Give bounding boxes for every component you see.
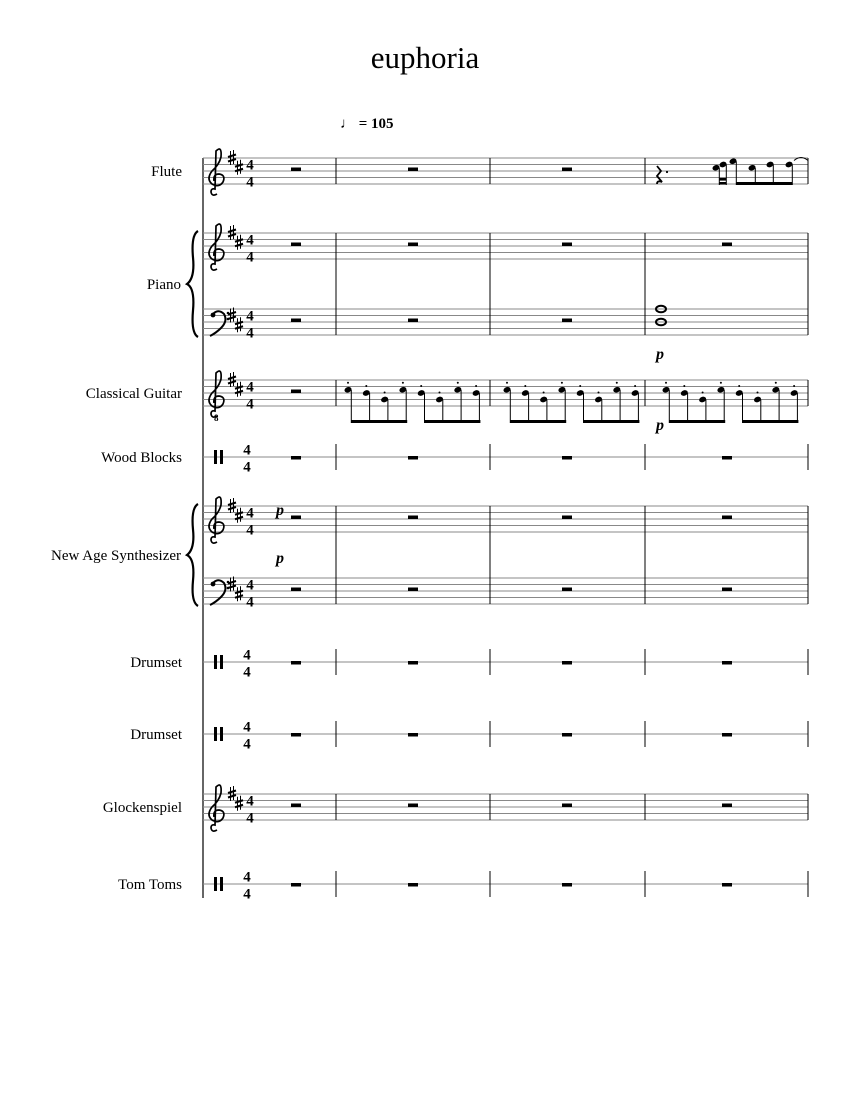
staccato-dot: [420, 385, 422, 387]
measure-rest: [408, 243, 418, 247]
time-signature-numerator: 4: [243, 442, 251, 459]
treble-clef-icon: [209, 371, 224, 417]
treble-clef-icon: [209, 785, 224, 831]
staccato-dot: [793, 385, 795, 387]
time-signature-numerator: 4: [246, 308, 254, 325]
measure-rest: [562, 516, 572, 520]
staccato-dot: [439, 392, 441, 394]
measure-rest: [562, 733, 572, 737]
treble-clef-icon: [209, 497, 224, 543]
measure-rest: [291, 243, 301, 247]
sharp-icon: [238, 508, 241, 523]
beam: [719, 182, 726, 185]
measure-rest: [408, 588, 418, 592]
measure-rest: [722, 516, 732, 520]
sharp-icon: [235, 239, 243, 246]
time-signature-denominator: 4: [246, 810, 254, 827]
instrument-label-flute: Flute: [151, 164, 182, 180]
staccato-dot: [402, 382, 404, 384]
sharp-icon: [238, 317, 241, 332]
staccato-dot: [598, 392, 600, 394]
staccato-dot: [347, 382, 349, 384]
instrument-label-wood-blocks: Wood Blocks: [101, 450, 182, 466]
percussion-clef-icon: [220, 727, 223, 741]
measure-rest: [722, 456, 732, 460]
brace: [187, 504, 198, 606]
sharp-icon: [238, 796, 241, 811]
measure-rest: [291, 390, 301, 394]
percussion-clef-icon: [220, 877, 223, 891]
beam: [425, 420, 481, 423]
measure-rest: [562, 804, 572, 808]
dynamic-marking: p: [656, 417, 664, 434]
beam: [669, 420, 725, 423]
measure-rest: [562, 168, 572, 172]
instrument-label-glockenspiel: Glockenspiel: [102, 800, 182, 816]
measure-rest: [408, 883, 418, 887]
staccato-dot: [561, 382, 563, 384]
dynamic-marking: p: [656, 346, 664, 363]
measure-rest: [291, 516, 301, 520]
time-signature-denominator: 4: [246, 594, 254, 611]
percussion-clef-icon: [214, 450, 217, 464]
measure-rest: [722, 588, 732, 592]
rest-dot: [666, 171, 668, 173]
clef-octave-mark: 8: [214, 413, 219, 423]
measure-rest: [408, 516, 418, 520]
percussion-clef-icon: [214, 877, 217, 891]
measure-rest: [408, 733, 418, 737]
measure-rest: [562, 883, 572, 887]
beam: [584, 420, 640, 423]
bass-clef-dot: [211, 582, 216, 587]
staccato-dot: [683, 385, 685, 387]
sharp-icon: [235, 512, 243, 519]
measure-rest: [291, 661, 301, 665]
sharp-icon: [235, 164, 243, 171]
measure-rest: [722, 243, 732, 247]
beam: [743, 420, 799, 423]
measure-rest: [722, 733, 732, 737]
staccato-dot: [720, 382, 722, 384]
measure-rest: [291, 588, 301, 592]
measure-rest: [408, 319, 418, 323]
staccato-dot: [738, 385, 740, 387]
time-signature-numerator: 4: [243, 719, 251, 736]
treble-clef-icon: [209, 224, 224, 270]
time-signature-denominator: 4: [243, 736, 251, 753]
bass-clef-dot: [211, 313, 216, 318]
time-signature-numerator: 4: [246, 232, 254, 249]
measure-rest: [291, 319, 301, 323]
measure-rest: [291, 456, 301, 460]
sharp-icon: [235, 591, 243, 598]
sharp-icon: [238, 235, 241, 250]
measure-rest: [562, 243, 572, 247]
time-signature-numerator: 4: [246, 157, 254, 174]
staccato-dot: [665, 382, 667, 384]
staccato-dot: [506, 382, 508, 384]
quarter-note-icon: ♩: [340, 116, 355, 132]
instrument-label-classical-guitar: Classical Guitar: [85, 386, 182, 402]
measure-rest: [722, 804, 732, 808]
sharp-icon: [238, 586, 241, 601]
staccato-dot: [616, 382, 618, 384]
instrument-label-drumset: Drumset: [130, 655, 182, 671]
time-signature-numerator: 4: [246, 505, 254, 522]
tempo-value: = 105: [358, 116, 394, 132]
brace: [187, 231, 198, 337]
beam: [719, 178, 726, 181]
quarter-rest-icon: [657, 166, 662, 184]
percussion-clef-icon: [214, 727, 217, 741]
treble-clef-icon: [209, 149, 224, 195]
time-signature-denominator: 4: [246, 249, 254, 266]
score-title: euphoria: [370, 40, 480, 75]
staccato-dot: [579, 385, 581, 387]
sharp-icon: [235, 386, 243, 393]
staccato-dot: [365, 385, 367, 387]
time-signature-denominator: 4: [243, 664, 251, 681]
measure-rest: [291, 733, 301, 737]
instrument-label-new-age-synthesizer: New Age Synthesizer: [51, 548, 181, 564]
instrument-label-piano: Piano: [146, 277, 181, 293]
measure-rest: [408, 661, 418, 665]
staccato-dot: [475, 385, 477, 387]
time-signature-denominator: 4: [243, 459, 251, 476]
measure-rest: [408, 804, 418, 808]
time-signature-numerator: 4: [246, 577, 254, 594]
time-signature-denominator: 4: [246, 325, 254, 342]
sharp-icon: [238, 382, 241, 397]
measure-rest: [562, 319, 572, 323]
staccato-dot: [775, 382, 777, 384]
beam: [510, 420, 566, 423]
instrument-label-drumset: Drumset: [130, 727, 182, 743]
percussion-clef-icon: [214, 655, 217, 669]
sharp-icon: [235, 800, 243, 807]
sharp-icon: [235, 322, 243, 329]
measure-rest: [291, 168, 301, 172]
time-signature-numerator: 4: [246, 793, 254, 810]
measure-rest: [408, 168, 418, 172]
time-signature-denominator: 4: [246, 174, 254, 191]
staccato-dot: [457, 382, 459, 384]
staccato-dot: [757, 392, 759, 394]
measure-rest: [562, 456, 572, 460]
dynamic-marking: p: [276, 502, 284, 519]
time-signature-denominator: 4: [246, 522, 254, 539]
measure-rest: [562, 588, 572, 592]
staccato-dot: [384, 392, 386, 394]
sharp-icon: [238, 160, 241, 175]
percussion-clef-icon: [220, 450, 223, 464]
time-signature-numerator: 4: [243, 647, 251, 664]
staccato-dot: [524, 385, 526, 387]
staccato-dot: [543, 392, 545, 394]
instrument-label-tom-toms: Tom Toms: [118, 877, 182, 893]
measure-rest: [562, 661, 572, 665]
beam: [736, 182, 792, 185]
dynamic-marking: p: [276, 550, 284, 567]
measure-rest: [408, 456, 418, 460]
measure-rest: [291, 804, 301, 808]
staccato-dot: [702, 392, 704, 394]
percussion-clef-icon: [220, 655, 223, 669]
time-signature-numerator: 4: [243, 869, 251, 886]
beam: [351, 420, 407, 423]
time-signature-denominator: 4: [243, 886, 251, 903]
staccato-dot: [634, 385, 636, 387]
measure-rest: [722, 661, 732, 665]
measure-rest: [291, 883, 301, 887]
time-signature-denominator: 4: [246, 396, 254, 413]
time-signature-numerator: 4: [246, 379, 254, 396]
measure-rest: [722, 883, 732, 887]
